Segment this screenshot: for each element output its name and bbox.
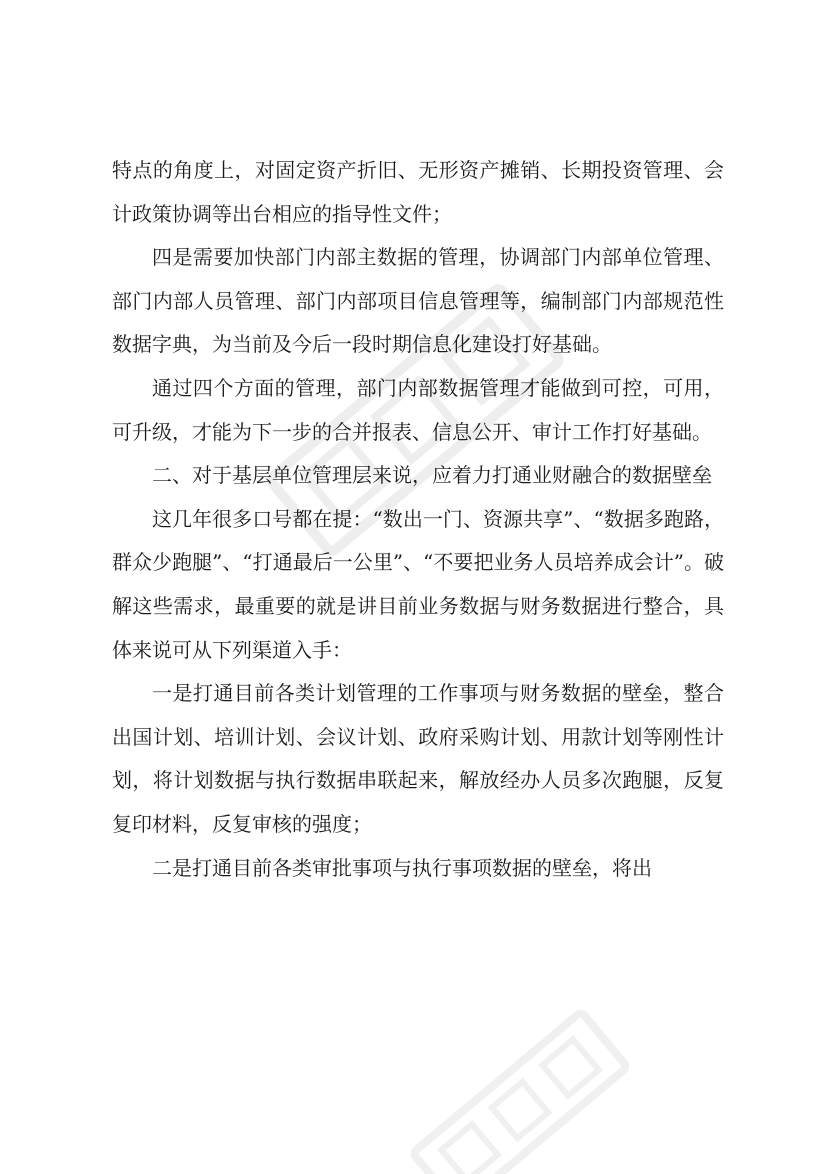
- paragraph-4: 这几年很多口号都在提：“数出一门、资源共享”、“数据多跑路，群众少跑腿”、“打通最后一公里”、“不要把业务人员培养成会计”。破解这些需求，最重要的就是讲目前业务数据与财务数据进行整合，具体来说可从下列渠道入手：: [112, 506, 724, 662]
- paragraph-6: 二是打通目前各类审批事项与执行事项数据的壁垒，将出: [152, 855, 652, 880]
- paragraph-5: 一是打通目前各类计划管理的工作事项与财务数据的壁垒，整合出国计划、培训计划、会议计划、政府采购计划、用款计划等刚性计划，将计划数据与执行数据串联起来，解放经办人员多次跑腿，反复复印材料，反复审核的强度；: [112, 681, 724, 836]
- document-body: [112, 149, 724, 890]
- paragraph-3: 通过四个方面的管理，部门内部数据管理才能做到可控，可用，可升级，才能为下一步的合并报表、信息公开、审计工作打好基础。: [112, 375, 724, 444]
- paragraph-2: 四是需要加快部门内部主数据的管理，协调部门内部单位管理、部门内部人员管理、部门内部项目信息管理等，编制部门内部规范性数据字典，为当前及今后一段时期信息化建设打好基础。: [112, 245, 724, 357]
- section-heading: 二、对于基层单位管理层来说，应着力打通业财融合的数据壁垒: [152, 463, 712, 488]
- watermark-mark-lower: [413, 1012, 628, 1174]
- paragraph-1: 特点的角度上，对固定资产折旧、无形资产摊销、长期投资管理、会计政策协调等出台相应的指导性文件；: [112, 158, 724, 226]
